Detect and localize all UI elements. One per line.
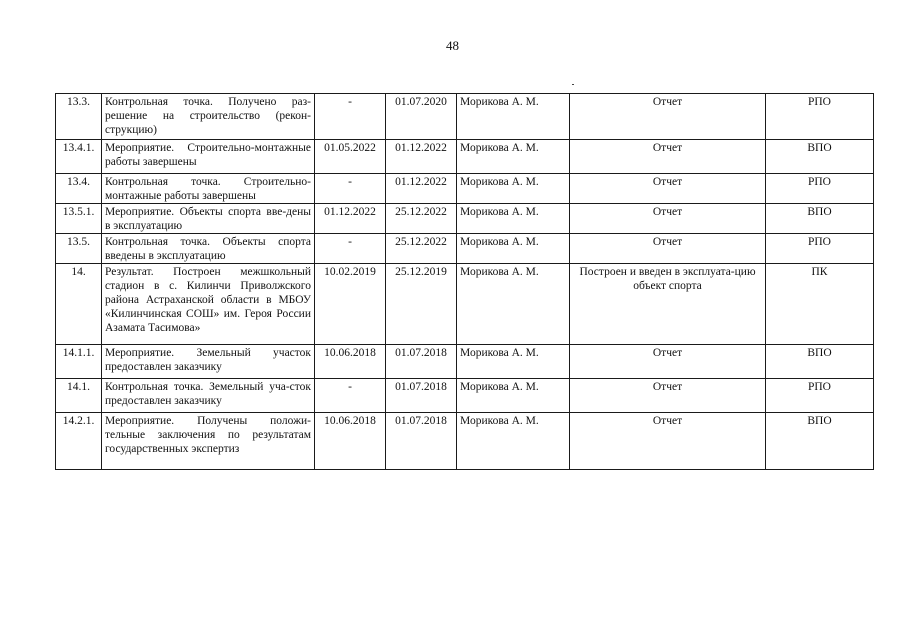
row-end-date: 25.12.2022	[386, 234, 457, 264]
row-number: 13.4.	[56, 174, 102, 204]
row-responsible: Морикова А. М.	[457, 204, 570, 234]
row-end-date: 25.12.2019	[386, 264, 457, 345]
row-level: ВПО	[766, 204, 874, 234]
row-document: Отчет	[570, 94, 766, 140]
row-level: РПО	[766, 174, 874, 204]
table-row	[56, 264, 874, 345]
row-start-date: 01.12.2022	[315, 204, 386, 234]
row-end-date: 01.12.2022	[386, 174, 457, 204]
table-row	[56, 345, 874, 379]
row-responsible: Морикова А. М.	[457, 413, 570, 470]
row-responsible: Морикова А. М.	[457, 94, 570, 140]
page-number: 48	[446, 38, 459, 53]
table-row	[56, 413, 874, 470]
row-document: Отчет	[570, 140, 766, 174]
row-description: Контрольная точка. Земельный уча-сток предоставлен заказчику	[102, 379, 315, 413]
row-level: РПО	[766, 234, 874, 264]
row-start-date: 10.06.2018	[315, 345, 386, 379]
plan-table	[55, 93, 874, 470]
row-end-date: 01.07.2018	[386, 379, 457, 413]
table-row	[56, 174, 874, 204]
row-start-date: -	[315, 94, 386, 140]
table-row	[56, 140, 874, 174]
row-end-date: 01.12.2022	[386, 140, 457, 174]
row-end-date: 01.07.2018	[386, 413, 457, 470]
table-row	[56, 204, 874, 234]
row-description: Мероприятие. Земельный участок предоставлен заказчику	[102, 345, 315, 379]
row-number: 14.	[56, 264, 102, 345]
row-responsible: Морикова А. М.	[457, 379, 570, 413]
row-description: Контрольная точка. Объекты спорта введены в эксплуатацию	[102, 234, 315, 264]
row-level: ВПО	[766, 345, 874, 379]
row-start-date: -	[315, 174, 386, 204]
row-level: ВПО	[766, 140, 874, 174]
row-number: 14.1.	[56, 379, 102, 413]
row-level: ВПО	[766, 413, 874, 470]
row-document: Отчет	[570, 379, 766, 413]
row-start-date: -	[315, 234, 386, 264]
table-row	[56, 234, 874, 264]
row-responsible: Морикова А. М.	[457, 264, 570, 345]
row-responsible: Морикова А. М.	[457, 234, 570, 264]
row-description: Мероприятие. Строительно-монтажные работы завершены	[102, 140, 315, 174]
row-description: Мероприятие. Получены положи-тельные заключения по результатам государственных экспертиз	[102, 413, 315, 470]
row-number: 14.2.1.	[56, 413, 102, 470]
row-document: Отчет	[570, 413, 766, 470]
row-description: Контрольная точка. Строительно-монтажные работы завершены	[102, 174, 315, 204]
scan-artifact-dot	[572, 84, 574, 85]
row-level: ПК	[766, 264, 874, 345]
table-row	[56, 379, 874, 413]
row-start-date: 10.02.2019	[315, 264, 386, 345]
row-description: Контрольная точка. Получено раз-решение на строительство (рекон-струкцию)	[102, 94, 315, 140]
row-responsible: Морикова А. М.	[457, 140, 570, 174]
row-document: Отчет	[570, 204, 766, 234]
row-document: Построен и введен в эксплуата-цию объект спорта	[570, 264, 766, 345]
row-document: Отчет	[570, 234, 766, 264]
row-end-date: 25.12.2022	[386, 204, 457, 234]
row-start-date: 01.05.2022	[315, 140, 386, 174]
row-description: Результат. Построен межшкольный стадион в с. Килинчи Приволжского района Астраханской области в МБОУ «Килинчинская СОШ» им. Героя России Азамата Тасимова»	[102, 264, 315, 345]
row-responsible: Морикова А. М.	[457, 345, 570, 379]
table-row	[56, 94, 874, 140]
row-number: 13.3.	[56, 94, 102, 140]
row-number: 14.1.1.	[56, 345, 102, 379]
row-end-date: 01.07.2020	[386, 94, 457, 140]
row-number: 13.4.1.	[56, 140, 102, 174]
row-start-date: -	[315, 379, 386, 413]
row-document: Отчет	[570, 345, 766, 379]
row-description: Мероприятие. Объекты спорта вве-дены в эксплуатацию	[102, 204, 315, 234]
row-level: РПО	[766, 379, 874, 413]
row-responsible: Морикова А. М.	[457, 174, 570, 204]
row-start-date: 10.06.2018	[315, 413, 386, 470]
row-end-date: 01.07.2018	[386, 345, 457, 379]
row-level: РПО	[766, 94, 874, 140]
row-number: 13.5.1.	[56, 204, 102, 234]
row-number: 13.5.	[56, 234, 102, 264]
row-document: Отчет	[570, 174, 766, 204]
